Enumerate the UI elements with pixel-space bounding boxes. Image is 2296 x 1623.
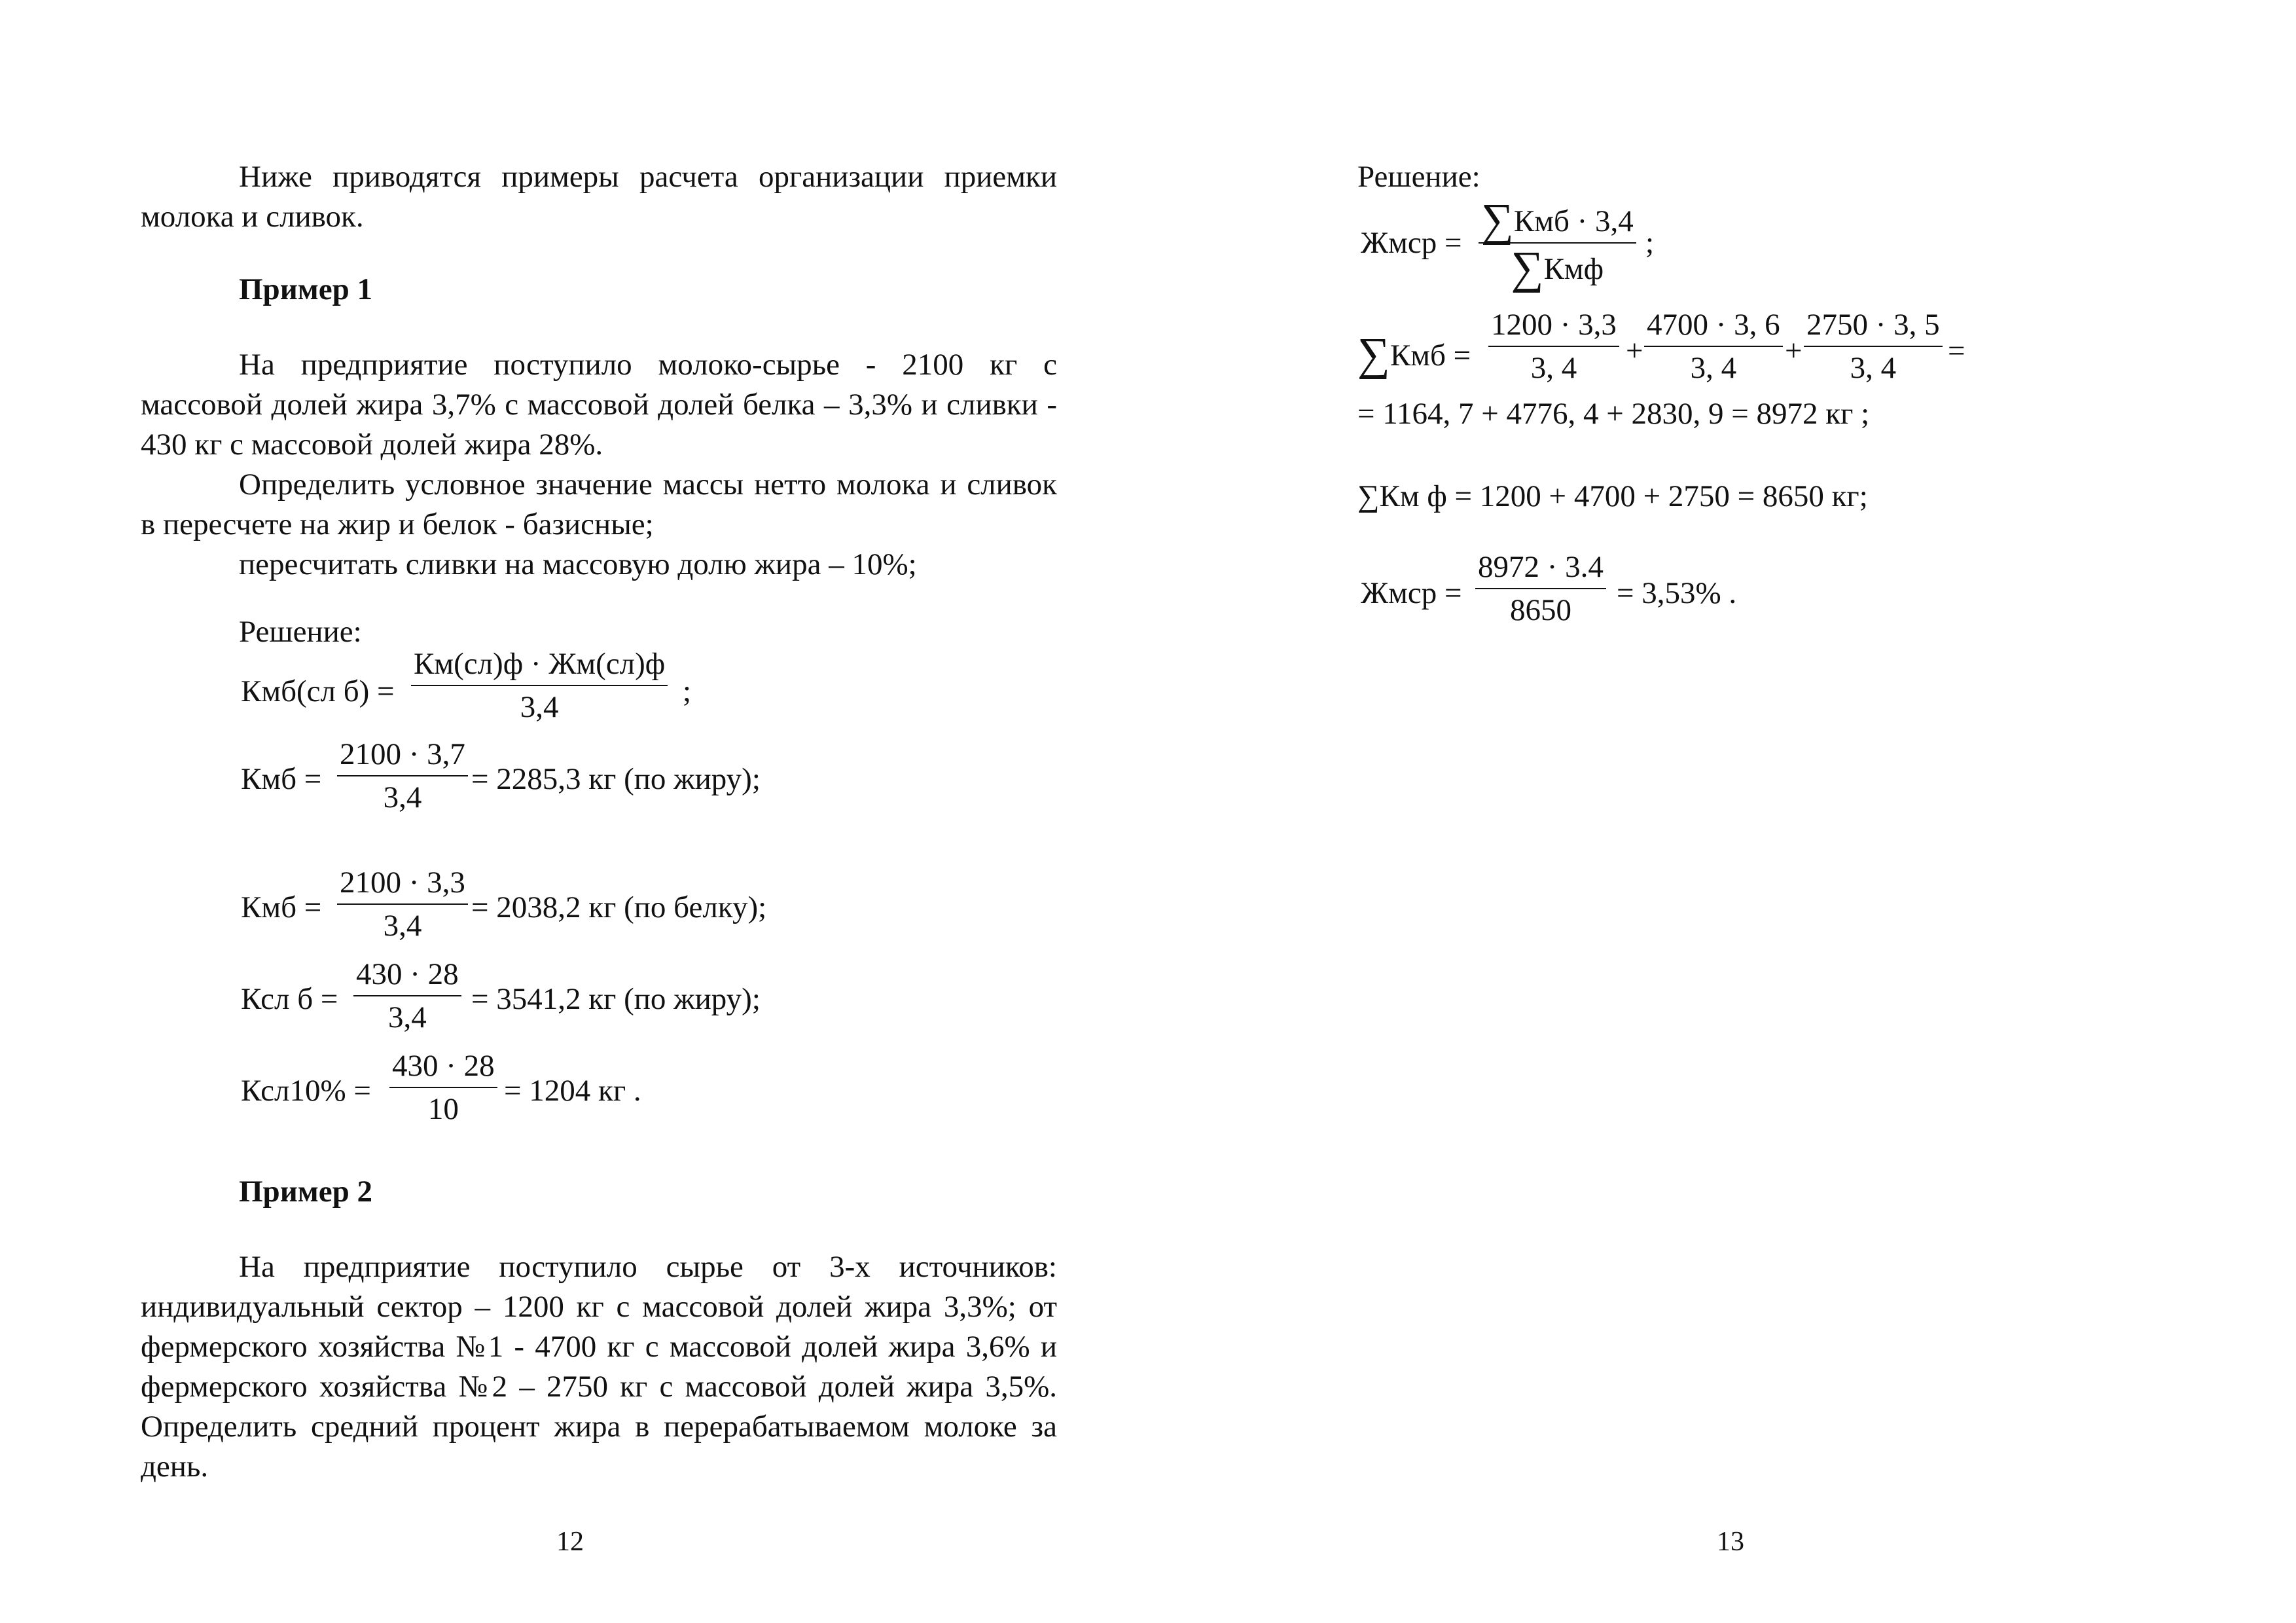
sum-sign: ∑ [1511, 243, 1544, 293]
sum-sign: ∑ [1357, 329, 1390, 380]
sum-formula-term-1 [1488, 306, 1619, 386]
avg-formula-tail: ; [1645, 226, 1655, 260]
formula-cream10-fraction [389, 1048, 497, 1127]
right-solution-label: Решение: [1357, 160, 1480, 194]
sum-formula-term-3 [1804, 306, 1943, 386]
sum-plus-2: + [1785, 334, 1803, 368]
formula-cream10-denominator: 10 [427, 1092, 459, 1126]
formula-general-fraction [411, 646, 668, 725]
sum-term-1-denominator: 3, 4 [1530, 351, 1577, 385]
result-formula-tail: = 3,53% . [1617, 576, 1737, 610]
formula-protein-numerator: 2100 · 3,3 [337, 864, 468, 905]
result-formula-lhs: Жмср = [1361, 576, 1462, 610]
formula-protein-tail: = 2038,2 кг (по белку); [471, 890, 767, 924]
formula-protein-denominator: 3,4 [383, 909, 422, 943]
avg-formula-lhs: Жмср = [1361, 226, 1462, 260]
example1-condition: На предприятие поступило молоко-сырье - 2100 кг с массовой долей жира 3,7% с массовой долей белка – 3,3% и сливки - 430 кг с массовой долей жира 28%. [141, 348, 1057, 462]
formula-cream10-tail: = 1204 кг . [504, 1074, 641, 1108]
formula-cream-tail: = 3541,2 кг (по жиру); [471, 982, 761, 1016]
avg-formula-denominator [1509, 243, 1606, 293]
result-formula-fraction [1475, 549, 1606, 629]
formula-fat-tail: = 2285,3 кг (по жиру); [471, 762, 761, 796]
formula-general-tail: ; [683, 674, 692, 708]
sum-result-line: = 1164, 7 + 4776, 4 + 2830, 9 = 8972 кг ; [1357, 397, 1870, 431]
formula-cream10-numerator: 430 · 28 [389, 1048, 497, 1088]
avg-formula-fraction [1479, 195, 1636, 293]
example1-heading: Пример 1 [239, 272, 373, 306]
sum-formula-lhs-text: Кмб = [1390, 338, 1471, 373]
formula-fat-fraction [337, 736, 468, 816]
sum-sign: ∑ [1481, 195, 1514, 246]
sum-term-2-denominator: 3, 4 [1690, 351, 1737, 385]
formula-general-lhs: Кмб(сл б) = [241, 674, 395, 708]
formula-cream-fraction [353, 956, 461, 1036]
result-formula-denominator: 8650 [1509, 593, 1571, 627]
example1-task2: пересчитать сливки на массовую долю жира – 10%; [239, 547, 917, 581]
avg-formula-numerator-text: Кмб · 3,4 [1513, 204, 1634, 238]
sum-plus-1: + [1626, 334, 1643, 368]
sum-term-1-numerator: 1200 · 3,3 [1488, 306, 1619, 347]
formula-fat-lhs: Кмб = [241, 762, 322, 796]
formula-cream-denominator: 3,4 [387, 1000, 427, 1034]
right-page [1148, 0, 2296, 1623]
sum-formula-lhs [1357, 329, 1471, 380]
page-number-12: 12 [556, 1527, 584, 1557]
formula-protein-lhs: Кмб = [241, 890, 322, 924]
example2-condition: На предприятие поступило сырье от 3-х источников: индивидуальный сектор – 1200 кг с массовой долей жира 3,3%; от фермерского хозяйства №1 - 4700 кг с массовой долей жира 3,6% и фермерского хозяйства №2 – 2750 кг с массовой долей жира 3,5%. Определить средний процент жира в перерабатываемом молоке за день. [141, 1250, 1057, 1484]
formula-general-numerator: Км(сл)ф · Жм(сл)ф [411, 646, 668, 686]
sum-formula-term-2 [1644, 306, 1783, 386]
formula-cream10-lhs: Ксл10% = [241, 1074, 371, 1108]
formula-fat-numerator: 2100 · 3,7 [337, 736, 468, 776]
left-solution-label: Решение: [239, 615, 362, 649]
avg-formula-denominator-text: Кмф [1543, 252, 1604, 286]
sum-eq: = [1948, 334, 1965, 368]
formula-general-denominator: 3,4 [520, 690, 559, 724]
example2-heading: Пример 2 [239, 1175, 373, 1209]
sum-term-3-denominator: 3, 4 [1850, 351, 1897, 385]
formula-cream-lhs: Ксл б = [241, 982, 338, 1016]
sum-km-line: ∑Км ф = 1200 + 4700 + 2750 = 8650 кг; [1357, 479, 1868, 513]
avg-formula-numerator [1479, 195, 1636, 246]
intro-paragraph: Ниже приводятся примеры расчета организации приемки молока и сливок. [141, 160, 1057, 234]
sum-term-3-numerator: 2750 · 3, 5 [1804, 306, 1943, 347]
sum-term-2-numerator: 4700 · 3, 6 [1644, 306, 1783, 347]
page-number-13: 13 [1717, 1527, 1744, 1557]
example1-task: Определить условное значение массы нетто молока и сливок в пересчете на жир и белок - базисные; [141, 467, 1057, 541]
formula-fat-denominator: 3,4 [383, 780, 422, 814]
formula-protein-fraction [337, 864, 468, 944]
formula-cream-numerator: 430 · 28 [353, 956, 461, 996]
result-formula-numerator: 8972 · 3.4 [1475, 549, 1606, 589]
